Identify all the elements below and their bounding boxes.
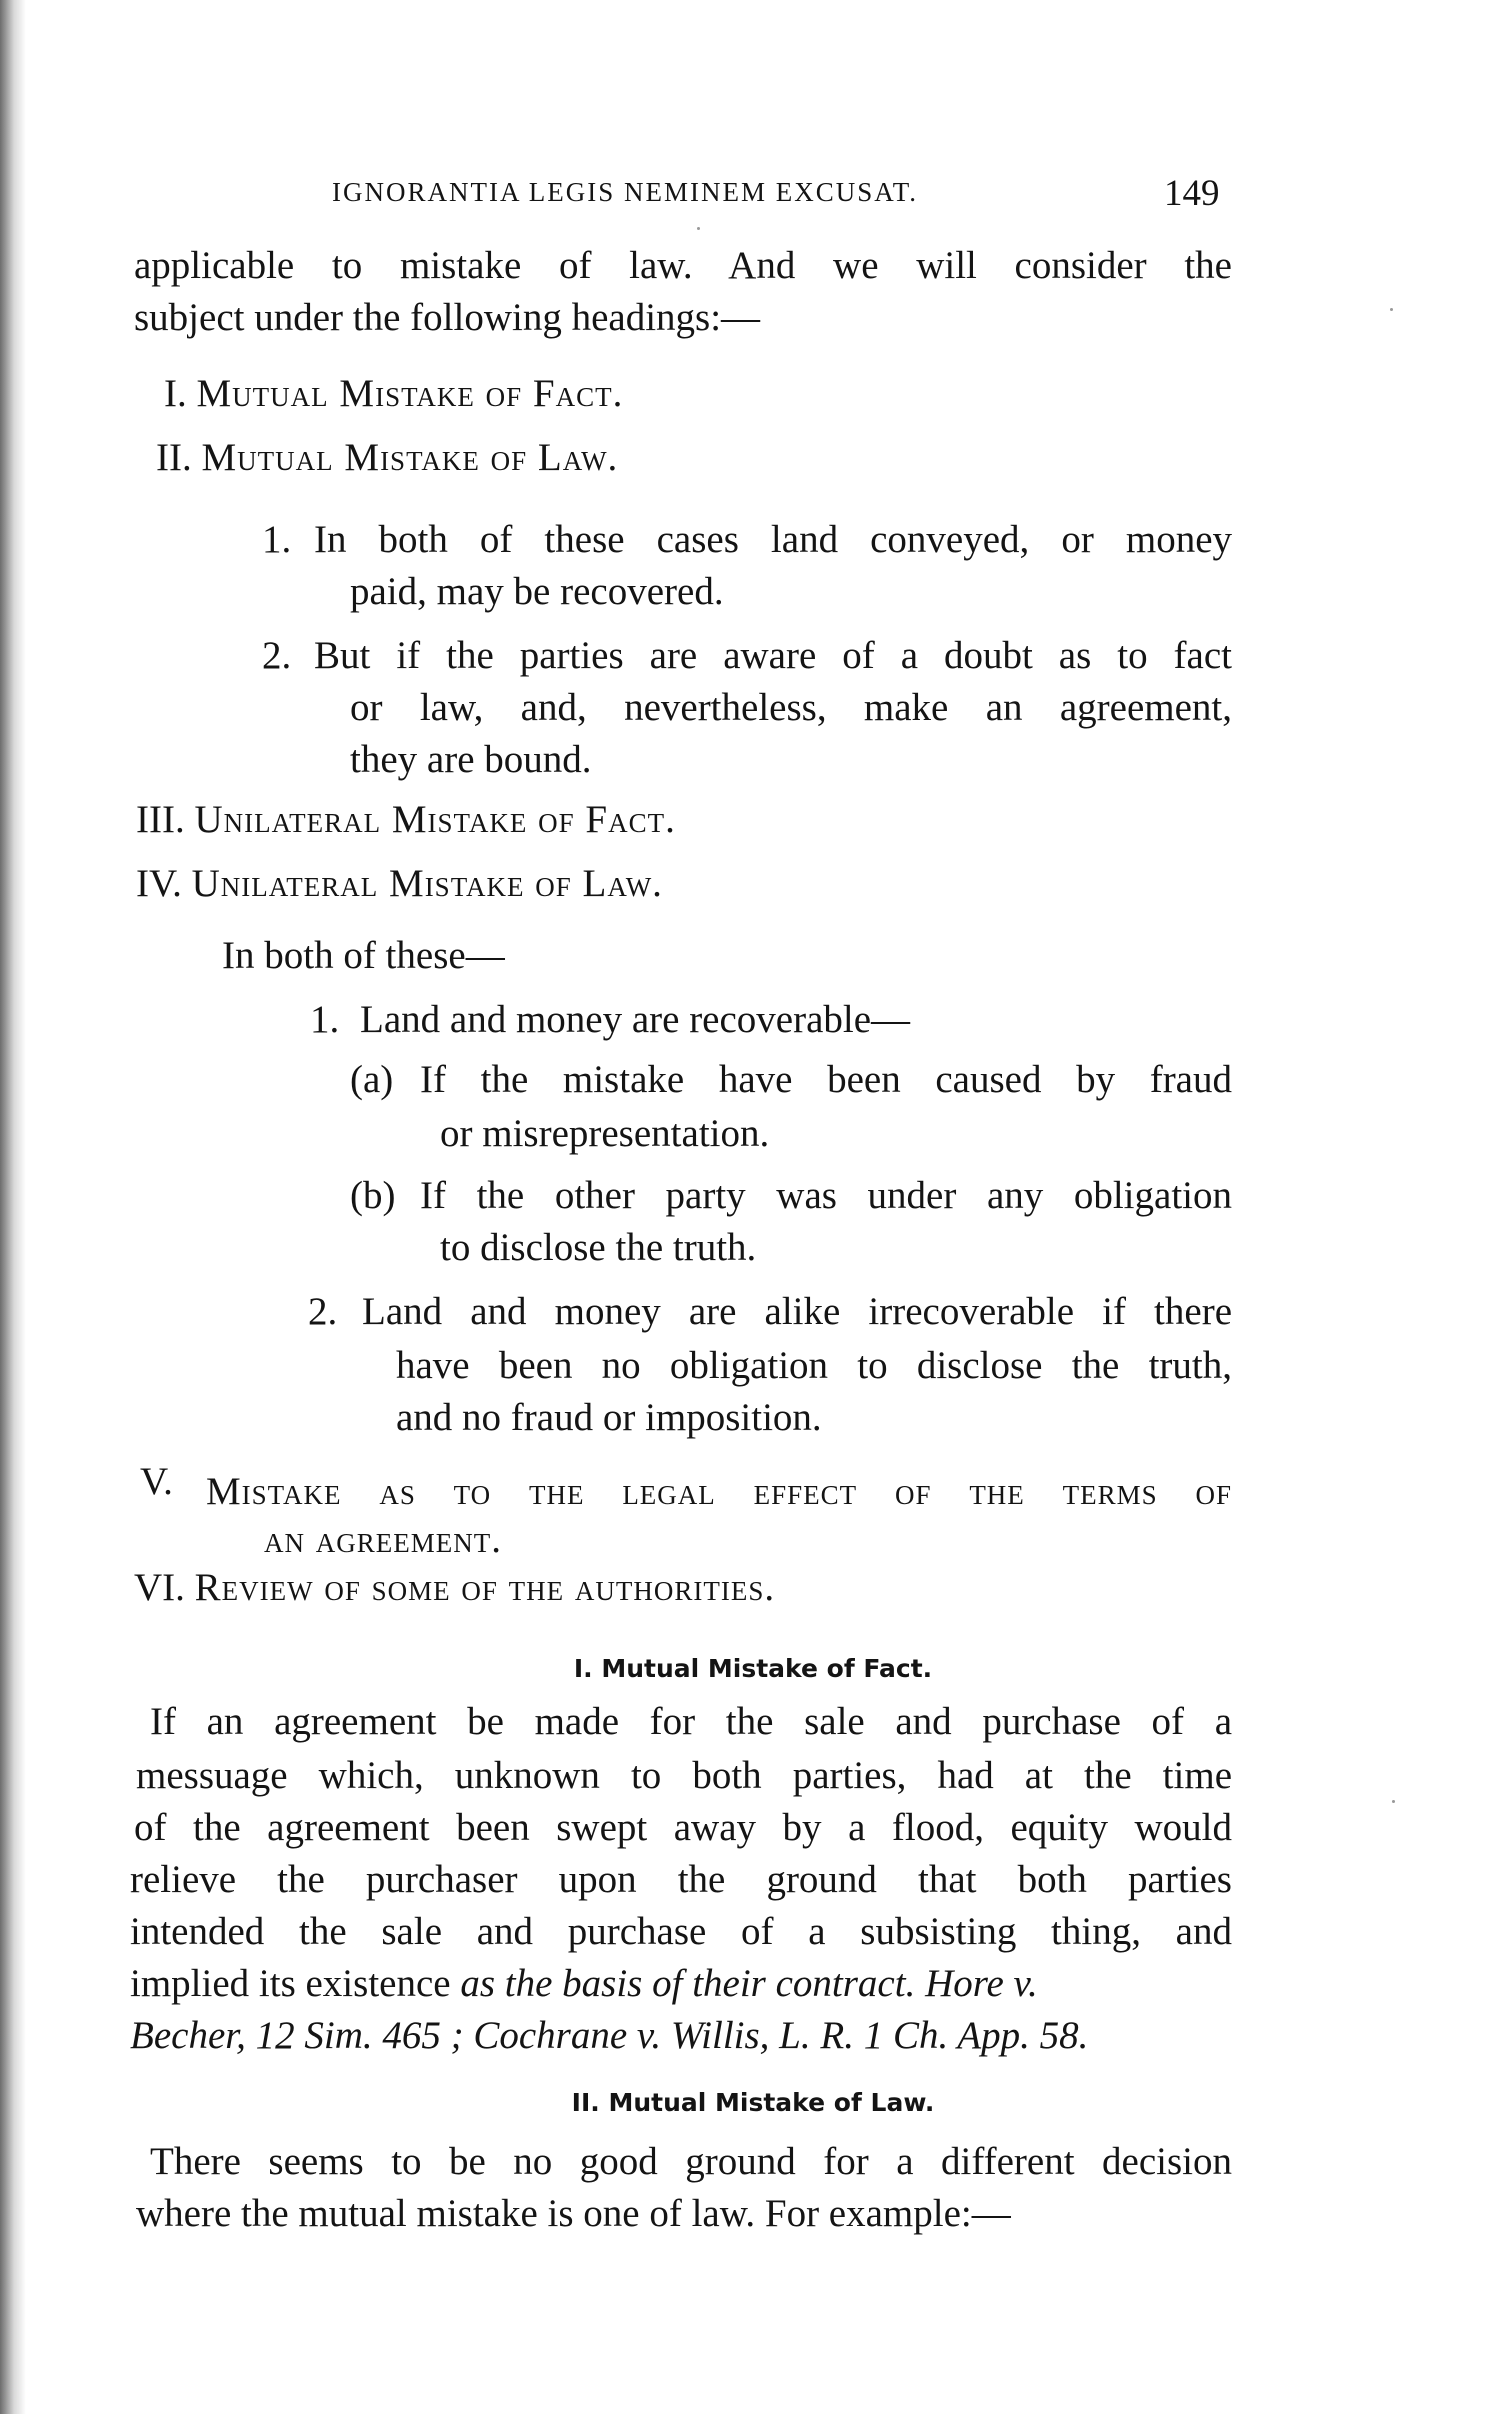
point-a-line-1: If the mistake have been caused by fraud: [420, 1058, 1232, 1101]
section-1-heading: I. Mutual Mistake of Fact.: [573, 1654, 933, 1683]
section-1-line-6-italic: as the basis of their contract.: [460, 1962, 916, 2005]
page-scan-edge: [0, 0, 26, 2414]
section-1-line-6-case: Hore v.: [925, 1962, 1038, 2005]
heading-4-text: Unilateral Mistake of Law.: [191, 862, 663, 905]
point-b-line-2: to disclose the truth.: [440, 1226, 757, 1269]
heading-4: [136, 862, 663, 906]
point-b-line-1: If the other party was under any obligation: [420, 1174, 1232, 1217]
unilateral-point-1-text: Land and money are recoverable—: [360, 998, 911, 1041]
mutual-point-1-line-1: In both of these cases land conveyed, or money: [314, 518, 1232, 561]
heading-5-line-1: Mistake as to the legal effect of the terms of: [206, 1470, 1232, 1513]
mutual-point-2-line-3: they are bound.: [350, 738, 592, 781]
heading-1-num: I.: [164, 372, 187, 415]
heading-6-num: VI.: [134, 1566, 185, 1609]
running-head: IGNORANTIA LEGIS NEMINEM EXCUSAT.: [332, 177, 918, 207]
mutual-point-2-line-1: But if the parties are aware of a doubt as to fact: [314, 634, 1232, 677]
point-b-label: (b): [350, 1174, 396, 1217]
intro-line-1: applicable to mistake of law. And we will consider the: [134, 244, 1232, 287]
scan-speck: [1390, 308, 1393, 311]
scan-speck: [1392, 1800, 1395, 1803]
unilateral-point-1-num: 1.: [310, 998, 340, 1041]
mutual-point-2-num: 2.: [262, 634, 292, 677]
heading-3-text: Unilateral Mistake of Fact.: [194, 798, 676, 841]
section-1-line-3: of the agreement been swept away by a flood, equity would: [134, 1806, 1232, 1849]
point-a-label: (a): [350, 1058, 394, 1101]
scan-speck: [697, 227, 700, 230]
heading-3-num: III.: [136, 798, 185, 841]
heading-6: [134, 1566, 775, 1610]
section-2-heading: II. Mutual Mistake of Law.: [571, 2088, 935, 2117]
intro-line-2: subject under the following headings:—: [134, 296, 761, 339]
section-1-line-1: If an agreement be made for the sale and purchase of a: [150, 1700, 1232, 1743]
section-2-line-2: where the mutual mistake is one of law. For example:—: [136, 2192, 1011, 2235]
unilateral-point-2-num: 2.: [308, 1290, 338, 1333]
heading-1-text: Mutual Mistake of Fact.: [196, 372, 624, 415]
section-1-citation: Becher, 12 Sim. 465 ; Cochrane v. Willis, L. R. 1 Ch. App. 58.: [130, 2014, 1089, 2057]
section-2-line-1: There seems to be no good ground for a different decision: [150, 2140, 1232, 2183]
section-1-line-5: intended the sale and purchase of a subsisting thing, and: [130, 1910, 1232, 1953]
mutual-point-1-line-2: paid, may be recovered.: [350, 570, 724, 613]
unilateral-intro: In both of these—: [222, 934, 505, 977]
section-1-line-4: relieve the purchaser upon the ground that both parties: [130, 1858, 1232, 1901]
mutual-point-1-num: 1.: [262, 518, 292, 561]
unilateral-point-2-line-3: and no fraud or imposition.: [396, 1396, 822, 1439]
unilateral-point-2-line-2: have been no obligation to disclose the truth,: [396, 1344, 1232, 1387]
unilateral-point-2-line-1: Land and money are alike irrecoverable if there: [362, 1290, 1232, 1333]
mutual-point-2-line-2: or law, and, nevertheless, make an agreement,: [350, 686, 1232, 729]
heading-1: [164, 372, 623, 416]
heading-3: [136, 798, 676, 842]
heading-5-num: V.: [140, 1460, 173, 1503]
section-1-line-6: [130, 1962, 1038, 2006]
page-number: 149: [1164, 173, 1220, 214]
heading-4-num: IV.: [136, 862, 182, 905]
heading-2-num: II.: [156, 436, 192, 479]
point-a-line-2: or misrepresentation.: [440, 1112, 770, 1155]
heading-2-text: Mutual Mistake of Law.: [201, 436, 619, 479]
heading-2: [156, 436, 618, 480]
heading-5-line-2: an agreement.: [264, 1518, 502, 1561]
section-1-line-6-text: implied its existence: [130, 1962, 451, 2005]
heading-6-text: Review of some of the authorities.: [194, 1566, 776, 1609]
section-1-line-2: messuage which, unknown to both parties, had at the time: [136, 1754, 1232, 1797]
